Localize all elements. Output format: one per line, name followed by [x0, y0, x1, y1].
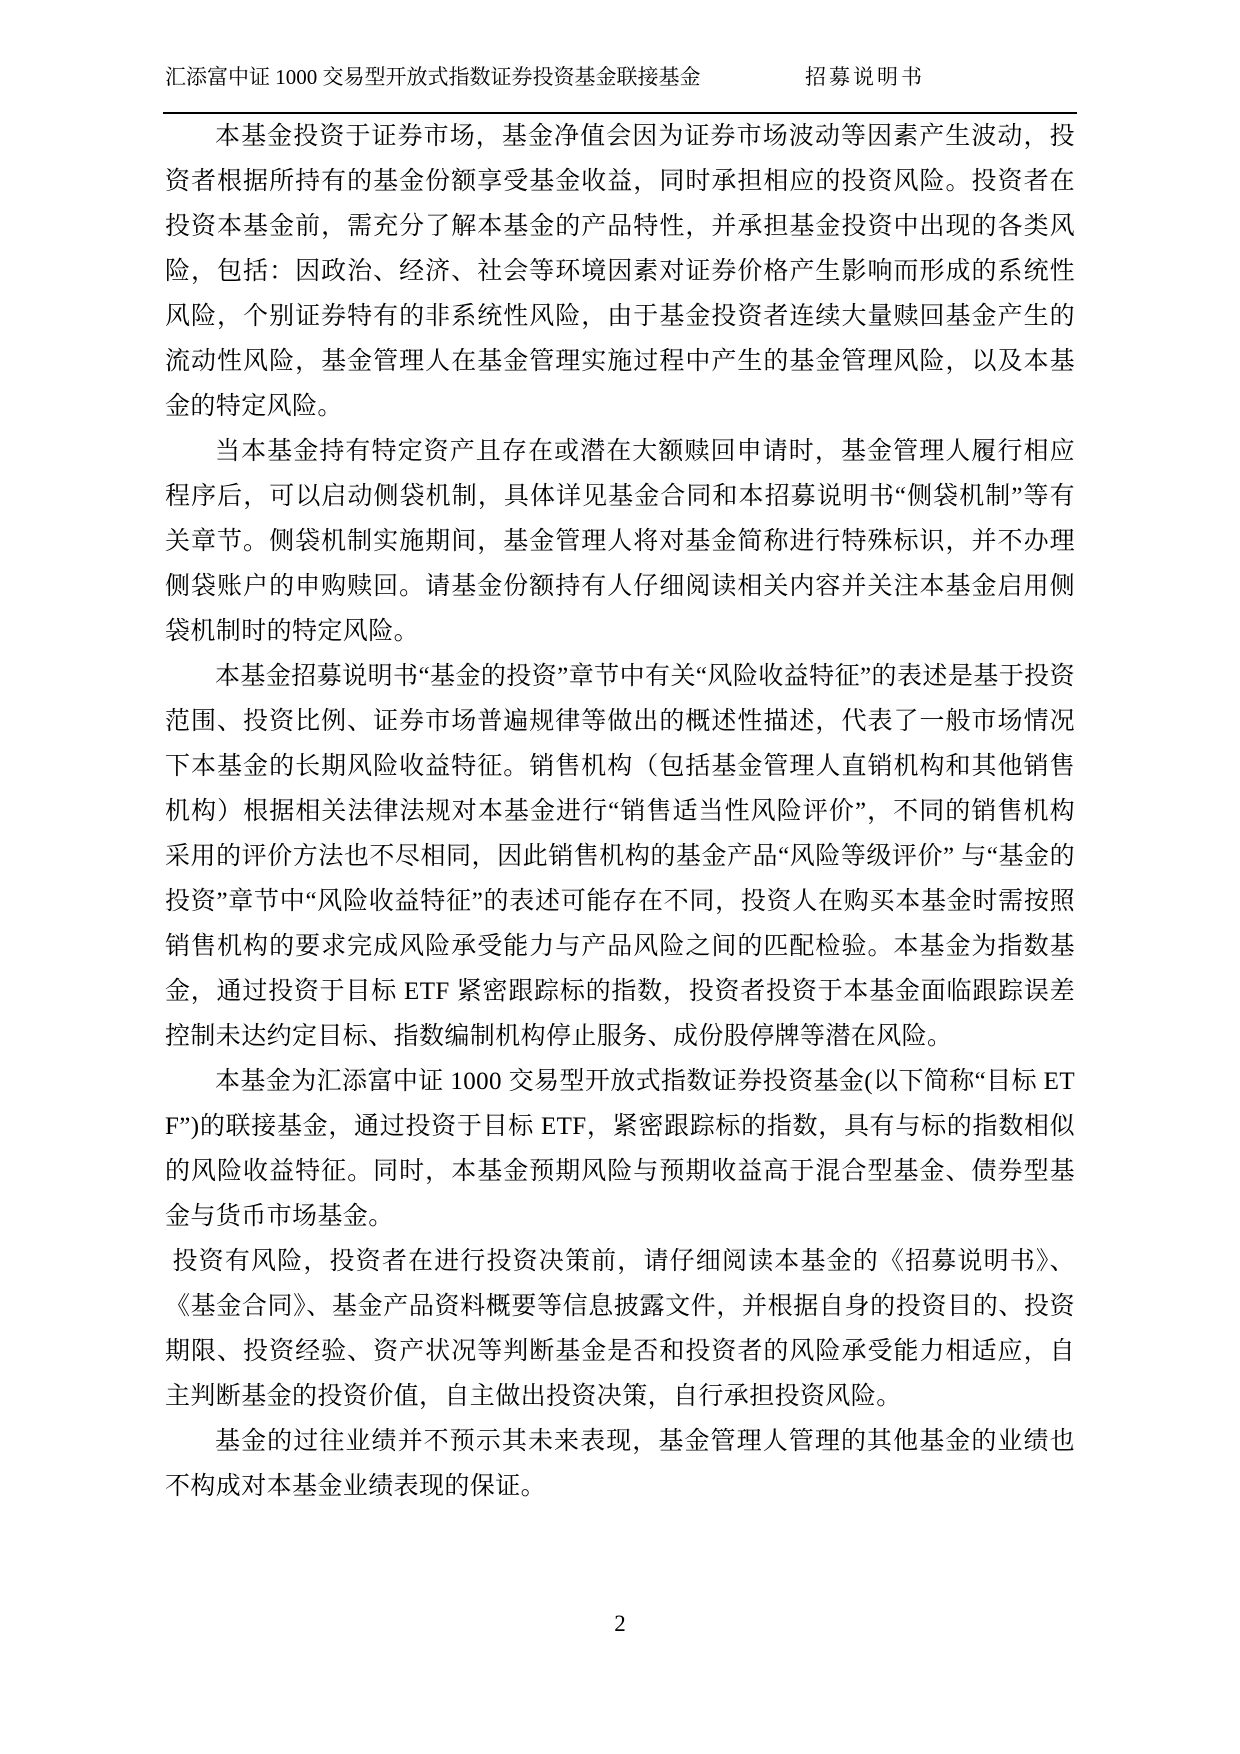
paragraph-market-risk: 本基金投资于证券市场，基金净值会因为证券市场波动等因素产生波动，投资者根据所持有的基金份额享受基金收益，同时承担相应的投资风险。投资者在投资本基金前，需充分了解本基金的产品特性，并承担基金投资中出现的各类风险，包括：因政治、经济、社会等环境因素对证券价格产生影响而形成的系统性风险，个别证券特有的非系统性风险，由于基金投资者连续大量赎回基金产生的流动性风险，基金管理人在基金管理实施过程中产生的基金管理风险，以及本基金的特定风险。 [165, 123, 1075, 420]
header-fund-title: 汇添富中证 1000 交易型开放式指数证券投资基金联接基金 [165, 65, 701, 89]
paragraph-investment-warning: 投资有风险，投资者在进行投资决策前，请仔细阅读本基金的《招募说明书》、《基金合同》、基金产品资料概要等信息披露文件，并根据自身的投资目的、投资期限、投资经验、资产状况等判断基金是否和投资者的风险承受能力相适应，自主判断基金的投资价值，自主做出投资决策，自行承担投资风险。 [165, 1248, 1075, 1410]
paragraph-past-performance: 基金的过往业绩并不预示其未来表现，基金管理人管理的其他基金的业绩也不构成对本基金业绩表现的保证。 [165, 1428, 1075, 1500]
page-footer [0, 1608, 1240, 1640]
paragraph-feeder-fund: 本基金为汇添富中证 1000 交易型开放式指数证券投资基金(以下简称“目标 ETF”)的联接基金，通过投资于目标 ETF，紧密跟踪标的指数，具有与标的指数相似的风险收益特征。同时，本基金预期风险与预期收益高于混合型基金、债券型基金与货币市场基金。 [165, 1068, 1075, 1230]
page-header [165, 62, 1075, 92]
paragraph-risk-return-feature: 本基金招募说明书“基金的投资”章节中有关“风险收益特征”的表述是基于投资范围、投资比例、证券市场普遍规律等做出的概述性描述，代表了一般市场情况下本基金的长期风险收益特征。销售机构（包括基金管理人直销机构和其他销售机构）根据相关法律法规对本基金进行“销售适当性风险评价”，不同的销售机构采用的评价方法也不尽相同，因此销售机构的基金产品“风险等级评价” 与“基金的投资”章节中“风险收益特征”的表述可能存在不同，投资人在购买本基金时需按照销售机构的要求完成风险承受能力与产品风险之间的匹配检验。本基金为指数基金，通过投资于目标 ETF 紧密跟踪标的指数，投资者投资于本基金面临跟踪误差控制未达约定目标、指数编制机构停止服务、成份股停牌等潜在风险。 [165, 663, 1075, 1050]
header-doc-type: 招募说明书 [805, 65, 925, 89]
document-body [165, 114, 1075, 1509]
paragraph-side-pocket: 当本基金持有特定资产且存在或潜在大额赎回申请时，基金管理人履行相应程序后，可以启动侧袋机制，具体详见基金合同和本招募说明书“侧袋机制”等有关章节。侧袋机制实施期间，基金管理人将对基金简称进行特殊标识，并不办理侧袋账户的申购赎回。请基金份额持有人仔细阅读相关内容并关注本基金启用侧袋机制时的特定风险。 [165, 438, 1075, 645]
page-number: 2 [614, 1611, 626, 1636]
